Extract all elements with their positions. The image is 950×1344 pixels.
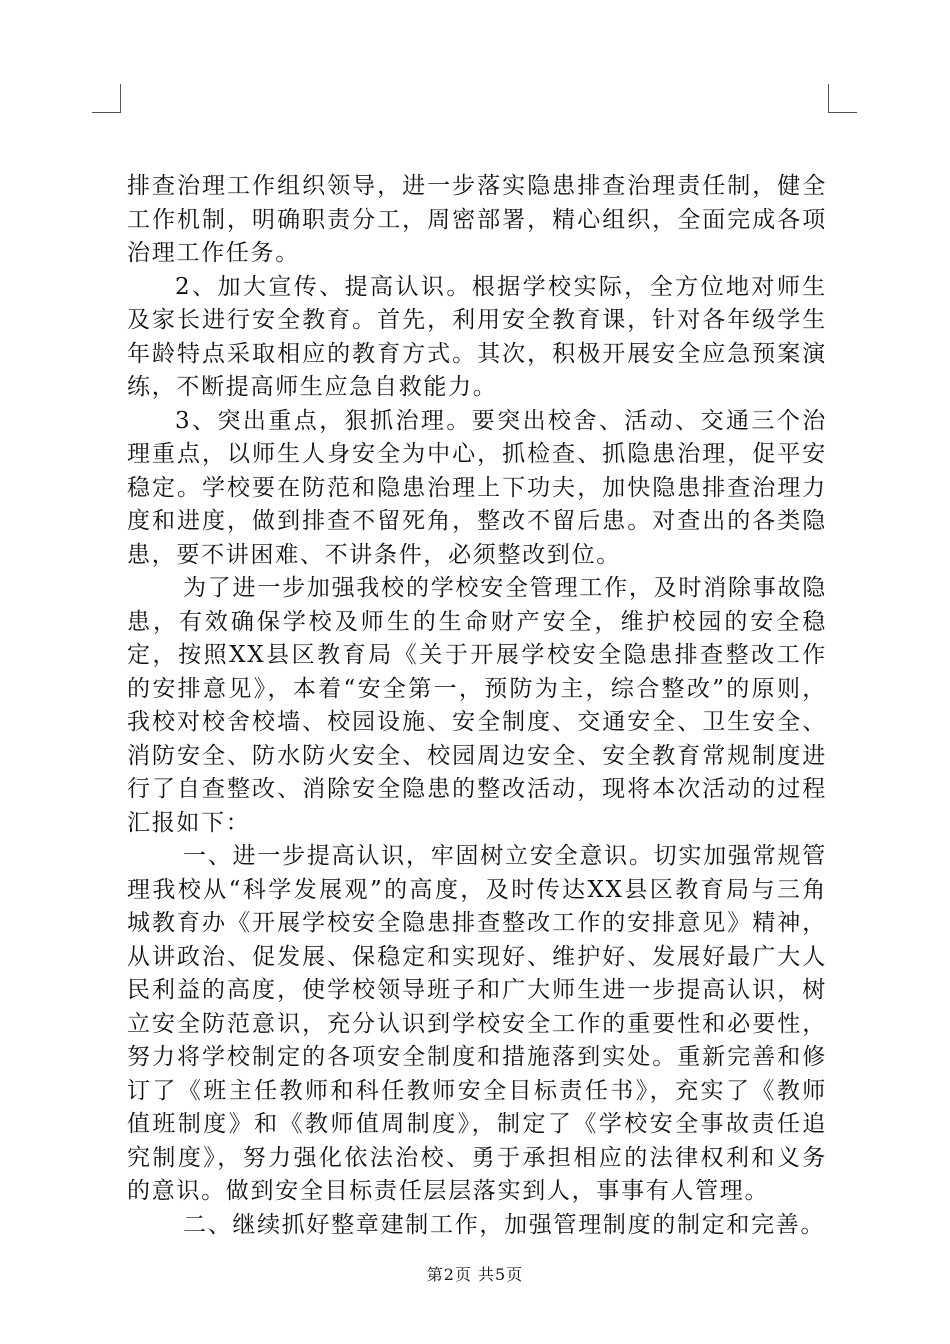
- paragraph-intro: 为了进一步加强我校的学校安全管理工作，及时消除事故隐患，有效确保学校及师生的生命财产安全，维护校园的安全稳定，按照XX县区教育局《关于开展学校安全隐患排查整改工作的安排意见》，本着“安全第一，预防为主，综合整改”的原则，我校对校舍校墙、校园设施、安全制度、交通安全、卫生安全、消防安全、防水防火安全、校园周边安全、安全教育常规制度进行了自查整改、消除安全隐患的整改活动，现将本次活动的过程汇报如下：: [127, 575, 827, 836]
- document-body: [127, 170, 827, 1242]
- paragraph-continuation: 排查治理工作组织领导，进一步落实隐患排查治理责任制，健全工作机制，明确职责分工，周密部署，精心组织，全面完成各项治理工作任务。: [127, 173, 827, 266]
- page-number-footer: 第2页 共5页: [426, 1265, 524, 1284]
- paragraph-section-2: 二、继续抓好整章建制工作，加强管理制度的制定和完善。: [183, 1211, 826, 1238]
- paragraph-section-1: 一、进一步提高认识，牢固树立安全意识。切实加强常规管理我校从“科学发展观”的高度，及时传达XX县区教育局与三角城教育办《开展学校安全隐患排查整改工作的安排意见》精神，从讲政治、促发展、保稳定和实现好、维护好、发展好最广大人民利益的高度，使学校领导班子和广大师生进一步提高认识，树立安全防范意识，充分认识到学校安全工作的重要性和必要性，努力将学校制定的各项安全制度和措施落到实处。重新完善和修订了《班主任教师和科任教师安全目标责任书》，充实了《教师值班制度》和《教师值周制度》，制定了《学校安全事故责任追究制度》，努力强化依法治校、勇于承担相应的法律权利和义务的意识。做到安全目标责任层层落实到人，事事有人管理。: [127, 843, 827, 1204]
- paragraph-item-2: 2、加大宣传、提高认识。根据学校实际，全方位地对师生及家长进行安全教育。首先，利用安全教育课，针对各年级学生年龄特点采取相应的教育方式。其次，积极开展安全应急预案演练，不断提高师生应急自救能力。: [127, 273, 827, 400]
- crop-mark-top-right: [828, 84, 857, 113]
- paragraph-item-3: 3、突出重点，狠抓治理。要突出校舍、活动、交通三个治理重点，以师生人身安全为中心，抓检查、抓隐患治理，促平安稳定。学校要在防范和隐患治理上下功夫，加快隐患排查治理力度和进度，做到排查不留死角，整改不留后患。对查出的各类隐患，要不讲困难、不讲条件，必须整改到位。: [127, 407, 827, 568]
- crop-mark-top-left: [92, 84, 121, 113]
